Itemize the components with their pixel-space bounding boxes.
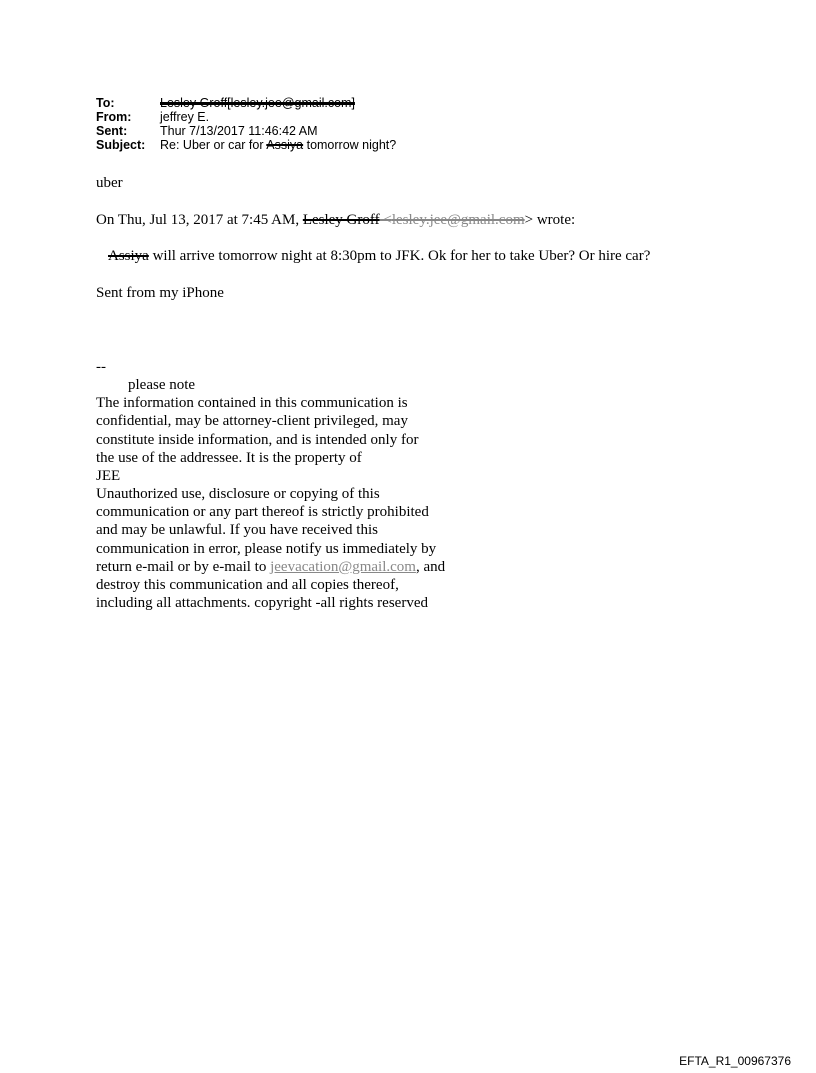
signature-line: JEE <box>96 467 121 484</box>
signature-email-suffix: , and <box>415 558 446 575</box>
signature-line: communication or any part thereof is strictly prohibited <box>96 504 429 521</box>
signature-line: Unauthorized use, disclosure or copying of this <box>96 486 380 503</box>
to-label: To: <box>96 96 115 110</box>
signature-email-line <box>96 558 445 576</box>
document-id: EFTA_R1_00967376 <box>679 1054 791 1068</box>
quote-sender-name: Lesley Groff <box>302 212 380 228</box>
subject-value <box>160 138 396 152</box>
from-label: From: <box>96 110 132 124</box>
signature-block <box>96 358 445 612</box>
sent-row <box>96 124 396 138</box>
signature-dashes: -- <box>96 359 106 375</box>
subject-label: Subject: <box>96 138 146 152</box>
sent-label: Sent: <box>96 124 128 138</box>
quoted-text: will arrive tomorrow night at 8:30pm to JFK. Ok for her to take Uber? Or hire car? <box>148 248 651 264</box>
to-value: Lesley Groff[lesley.jee@gmail.com] <box>160 96 355 110</box>
quote-open-bracket: < <box>379 212 392 228</box>
from-row <box>96 110 396 124</box>
signature-line: the use of the addressee. It is the property of <box>96 449 362 466</box>
signature-line: communication in error, please notify us immediately by <box>96 540 437 557</box>
quote-intro-prefix: On Thu, Jul 13, 2017 at 7:45 AM, <box>96 212 303 228</box>
quote-sender-email[interactable]: lesley.jee@gmail.com <box>391 212 525 228</box>
signature-please-note: please note <box>128 377 196 394</box>
signature-email-link[interactable]: jeevacation@gmail.com <box>270 558 416 575</box>
sent-from-line: Sent from my iPhone <box>96 285 224 301</box>
quote-intro <box>96 211 575 229</box>
signature-line: The information contained in this communication is <box>96 395 408 412</box>
subject-prefix: Re: Uber or car for <box>160 138 267 152</box>
to-row <box>96 96 396 110</box>
subject-redacted-name: Assiya <box>266 138 304 152</box>
signature-line: including all attachments. copyright -all rights reserved <box>96 595 428 612</box>
quoted-redacted-name: Assiya <box>108 248 149 264</box>
reply-text: uber <box>96 175 123 191</box>
quote-intro-suffix: > wrote: <box>524 212 576 228</box>
signature-line: constitute inside information, and is intended only for <box>96 431 419 448</box>
email-header <box>96 96 396 152</box>
signature-line: and may be unlawful. If you have received this <box>96 522 378 539</box>
signature-email-prefix: return e-mail or by e-mail to <box>96 558 271 575</box>
sent-value: Thur 7/13/2017 11:46:42 AM <box>160 124 318 138</box>
from-value: jeffrey E. <box>160 110 210 124</box>
subject-suffix: tomorrow night? <box>303 138 397 152</box>
quoted-message <box>108 247 650 265</box>
signature-line: destroy this communication and all copies thereof, <box>96 576 399 593</box>
subject-row <box>96 138 396 152</box>
signature-line: confidential, may be attorney-client privileged, may <box>96 413 408 430</box>
